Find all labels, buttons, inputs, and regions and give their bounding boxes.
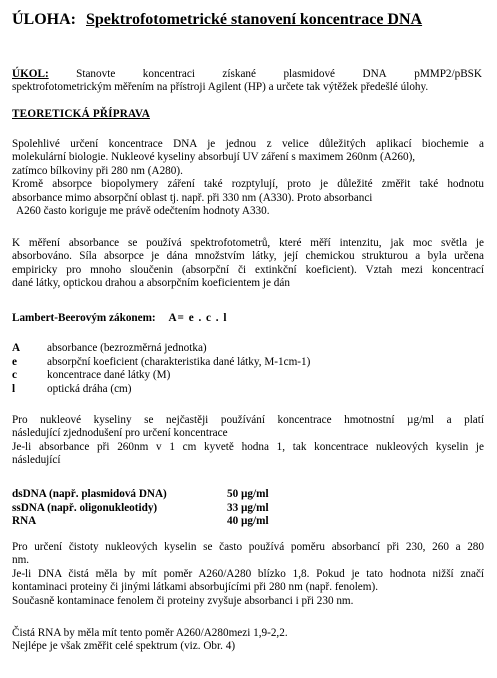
concentration-row [12, 515, 269, 529]
concentration-name: dsDNA (např. plasmidová DNA) [12, 488, 167, 500]
definition-text: optická dráha (cm) [47, 382, 132, 395]
theory-heading: TEORETICKÁ PŘÍPRAVA [12, 108, 150, 120]
paragraph-absorption [12, 138, 484, 218]
task-word: Stanovte [76, 68, 116, 80]
paragraph-line: absorbováno. Síla absorpce je dána množstvím látky, její chemickou strukturou a byla určena [12, 250, 484, 263]
page-title [12, 10, 422, 30]
paragraph-line: Nejlépe je však změřit celé spektrum (viz. Obr. 4) [12, 640, 236, 653]
definition-row [12, 342, 310, 356]
paragraph-line: empiricky pro mnoho sloučenin (absorpční či extinkční koeficient). Vztah mezi koncentrací [12, 263, 484, 276]
definition-symbol: c [12, 369, 17, 382]
task-word: koncentraci [142, 68, 195, 80]
paragraph-line: Kromě absorpce biopolymery záření také rozptylují, proto je důležité změřit také hodnotu [12, 178, 484, 191]
paragraph-line: nm. [12, 554, 30, 567]
task-word: pMMP2/pBSK [414, 68, 482, 80]
concentration-value: 40 µg/ml [227, 515, 269, 528]
task-word: DNA [362, 68, 387, 80]
paragraph-line: zatímco bílkoviny při 280 nm (A280). [12, 164, 183, 177]
paragraph-line: dané látky, optickou drahou a absorpčním koeficientem je dán [12, 277, 290, 290]
definition-symbol: e [12, 355, 17, 368]
definitions-list [12, 342, 310, 396]
paragraph-purity [12, 541, 484, 608]
definition-symbol: A [12, 342, 21, 354]
paragraph-line: Pro nukleové kyseliny se nejčastěji používání koncentrace hmotnostní µg/ml a platí [12, 414, 484, 426]
paragraph-line: Čistá RNA by měla mít tento poměr A260/A280mezi 1,9-2,2. [12, 627, 288, 639]
paragraph-line: absorbance mimo absorpční oblast tj. např. při 330 nm (A330). Proto absorbanci [12, 191, 373, 204]
paragraph-line: Současně kontaminace fenolem či proteiny zvyšuje absorbanci i při 230 nm. [12, 594, 354, 607]
concentration-value: 33 µg/ml [227, 501, 269, 514]
paragraph-line: Je-li absorbance při 260nm v 1 cm kyvetě hodna 1, tak koncentrace nukleových kyselin je [12, 440, 484, 453]
title-label: ÚLOHA: [12, 11, 76, 28]
paragraph-line: Pro určení čistoty nukleových kyselin se často používá poměru absorbancí při 230, 260 a 280 [12, 541, 484, 553]
concentration-row [12, 488, 269, 502]
concentration-row [12, 502, 269, 516]
definition-text: koncentrace dané látky (M) [47, 369, 171, 382]
paragraph-line: K měření absorbance se používá spektrofotometrů, které měří intenzitu, jak moc světla je [12, 237, 484, 249]
task-line-1 [12, 68, 482, 81]
definition-row [12, 356, 310, 370]
definition-row [12, 369, 310, 383]
task-section [12, 68, 482, 95]
paragraph-line: následující zjednodušení pro určení koncentrace [12, 427, 228, 440]
task-word: plasmidové [283, 68, 336, 80]
definition-row [12, 383, 310, 397]
paragraph-spectrophotometer [12, 237, 484, 291]
paragraph-line: kontaminaci proteiny či jinými látkami absorbujícími při 280 nm (např. fenolem). [12, 581, 378, 594]
concentration-name: ssDNA (např. oligonukleotidy) [12, 501, 158, 514]
lambert-label: Lambert-Beerovým zákonem: [12, 312, 156, 324]
paragraph-line: Je-li DNA čistá měla by mít poměr A260/A280 blízko 1,8. Pokud je tato hodnota nižší značí [12, 567, 484, 580]
definition-text: absorpční koeficient (charakteristika dané látky, M-1cm-1) [47, 355, 311, 368]
paragraph-rna [12, 627, 484, 654]
task-line-2: spektrofotometrickým měřením na přístroji Agilent (HP) a určete tak výtěžek předešlé úlohy. [12, 81, 429, 94]
title-text: Spektrofotometrické stanovení koncentrace DNA [86, 11, 423, 28]
paragraph-line: molekulární biologie. Nukleové kyseliny absorbují UV záření s maximem 260nm (A260), [12, 151, 416, 164]
concentration-table [12, 488, 269, 529]
task-word: získané [222, 68, 256, 80]
definition-text: absorbance (bezrozměrná jednotka) [47, 342, 207, 354]
paragraph-concentration [12, 414, 484, 468]
task-label: ÚKOL: [12, 68, 49, 80]
paragraph-line: následující [12, 454, 61, 467]
definition-symbol: l [12, 382, 16, 395]
paragraph-line: A260 často koriguje me právě odečtením hodnoty A330. [16, 205, 270, 218]
lambert-formula: A= e . c . l [168, 312, 228, 324]
concentration-value: 50 µg/ml [227, 488, 269, 500]
paragraph-line: Spolehlivé určení koncentrace DNA je jednou z velice důležitých aplikací biochemie a [12, 138, 484, 150]
concentration-name: RNA [12, 515, 37, 528]
lambert-beer-law [12, 312, 228, 325]
